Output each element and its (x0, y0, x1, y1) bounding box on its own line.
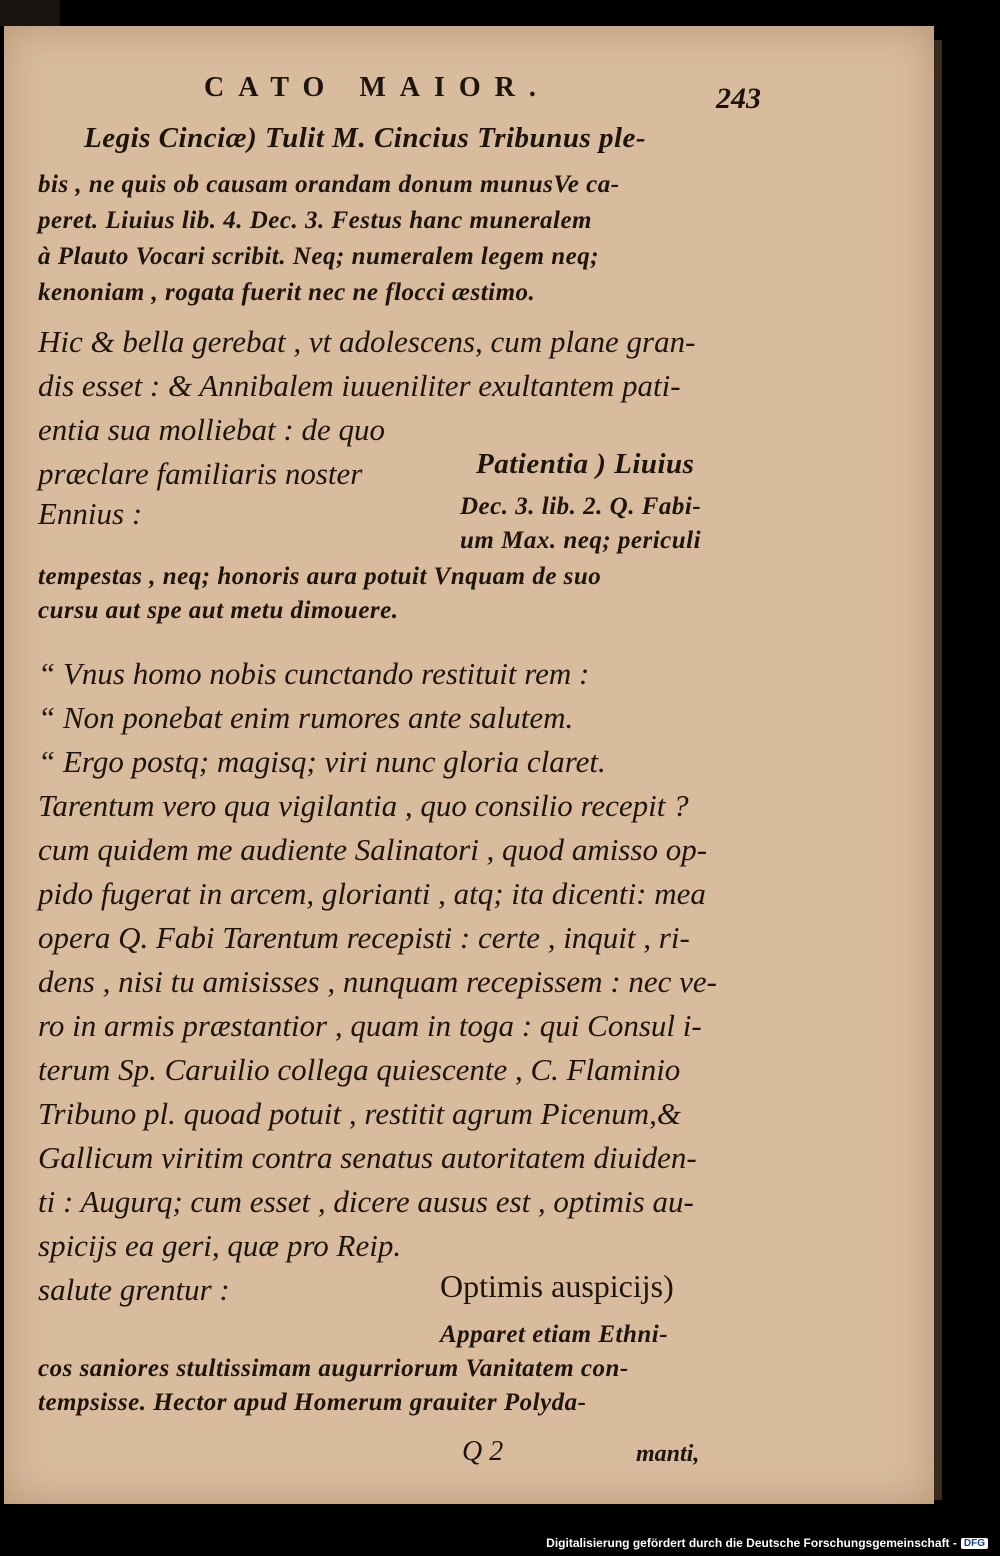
spine-edge (0, 0, 60, 26)
verse-line: “ Vnus homo nobis cunctando restituit rem : (38, 656, 590, 691)
side-note-line: um Max. neq; periculi (460, 527, 702, 554)
text-line: Tarentum vero qua vigilantia , quo consilio recepit ? (38, 788, 689, 823)
text-line: pido fugerat in arcem, glorianti , atq; ita dicenti: mea (38, 876, 706, 911)
note-line: bis , ne quis ob causam orandam donum munusVe ca- (38, 171, 620, 198)
text-line: salute grentur : (38, 1272, 230, 1307)
text-line: spicijs ea geri, quæ pro Reip. (38, 1228, 402, 1263)
text-line: Ennius : (38, 496, 143, 531)
note-line: à Plauto Vocari scribit. Neq; numeralem legem neq; (38, 243, 600, 270)
text-line: Gallicum viritim contra senatus autoritatem diuiden- (38, 1140, 697, 1175)
text-line: terum Sp. Caruilio collega quiescente , C. Flaminio (38, 1052, 681, 1087)
note-line: cos saniores stultissimam augurriorum Vanitatem con- (38, 1355, 629, 1382)
text-line: Hic & bella gerebat , vt adolescens, cum plane gran- (38, 324, 696, 359)
side-note-line: Dec. 3. lib. 2. Q. Fabi- (460, 493, 702, 520)
footer-text: Digitalisierung gefördert durch die Deutsche Forschungsgemeinschaft - (546, 1536, 957, 1550)
text-line: dis esset : & Annibalem iuueniliter exultantem pati- (38, 368, 681, 403)
note-line: tempestas , neq; honoris aura potuit Vnquam de suo (38, 563, 602, 590)
text-line: Tribuno pl. quoad potuit , restitit agrum Picenum,& (38, 1096, 681, 1131)
text-line: cum quidem me audiente Salinatori , quod amisso op- (38, 832, 708, 867)
text-line: entia sua molliebat : de quo (38, 412, 385, 447)
dfg-logo: DFG (961, 1538, 988, 1549)
page-edge (934, 40, 942, 1500)
verse-line: “ Non ponebat enim rumores ante salutem. (38, 700, 574, 735)
text-line: ti : Augurq; cum esset , dicere ausus est , optimis au- (38, 1184, 694, 1219)
note-line: cursu aut spe aut metu dimouere. (38, 597, 399, 624)
text-line: dens , nisi tu amisisses , nunquam recepissem : nec ve- (38, 964, 718, 999)
verse-line: “ Ergo postq; magisq; viri nunc gloria claret. (38, 744, 606, 779)
book-page (4, 26, 934, 1504)
catchword: manti, (636, 1441, 700, 1467)
note-line: peret. Liuius lib. 4. Dec. 3. Festus hanc muneralem (38, 207, 593, 234)
side-note-line: Patientia ) Liuius (476, 448, 695, 480)
note-line: Legis Cinciæ) Tulit M. Cincius Tribunus ple- (84, 122, 647, 154)
running-head: CATO MAIOR. (204, 72, 550, 103)
note-line: tempsisse. Hector apud Homerum grauiter Polyda- (38, 1389, 587, 1416)
page-number: 243 (716, 82, 761, 115)
text-line: præclare familiaris noster (38, 456, 363, 491)
note-line: kenoniam , rogata fuerit nec ne flocci æstimo. (38, 279, 536, 306)
side-note-lemma: Optimis auspicijs) (440, 1268, 674, 1304)
text-line: ro in armis præstantior , quam in toga : qui Consul i- (38, 1008, 702, 1043)
note-line: Apparet etiam Ethni- (440, 1321, 669, 1348)
text-line: opera Q. Fabi Tarentum recepisti : certe , inquit , ri- (38, 920, 690, 955)
digitization-footer (546, 1536, 988, 1550)
signature-mark: Q 2 (462, 1436, 504, 1467)
